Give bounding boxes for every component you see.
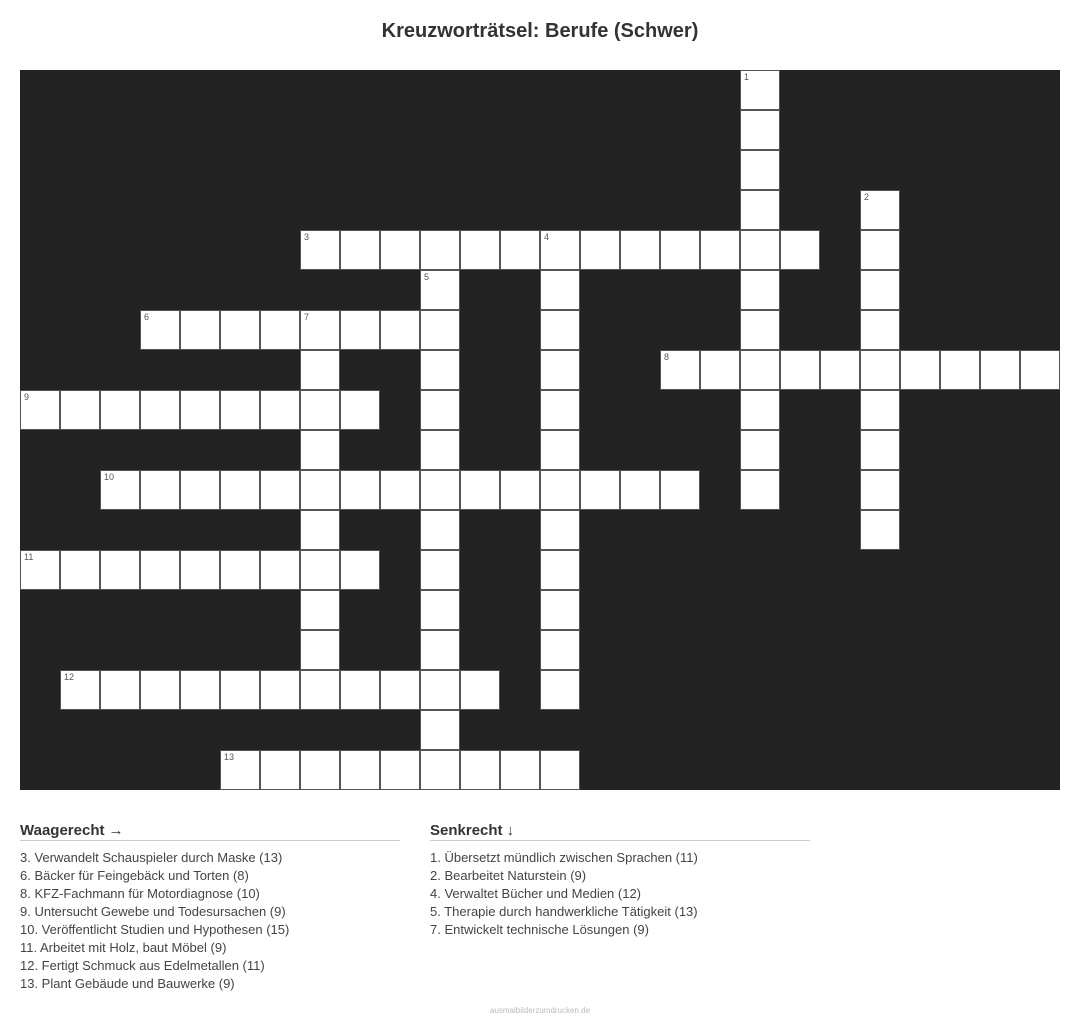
- grid-cell[interactable]: [300, 470, 340, 510]
- down-heading: [430, 822, 810, 841]
- grid-cell[interactable]: [220, 550, 260, 590]
- grid-cell[interactable]: [420, 270, 460, 310]
- clue-number: 2: [864, 192, 870, 202]
- grid-cell[interactable]: [740, 190, 780, 230]
- grid-cell[interactable]: [860, 470, 900, 510]
- grid-cell[interactable]: [420, 430, 460, 470]
- grid-cell[interactable]: [300, 510, 340, 550]
- across-heading-label: Waagerecht: [20, 822, 105, 839]
- down-clues-panel: [430, 822, 810, 939]
- clue-number: 7: [304, 312, 310, 322]
- clue-number: 13: [224, 752, 235, 762]
- grid-cell[interactable]: [420, 470, 460, 510]
- grid-cell[interactable]: [260, 750, 300, 790]
- across-clue: 10. Veröffentlicht Studien und Hypothesen (15): [20, 922, 290, 937]
- grid-cell[interactable]: [180, 470, 220, 510]
- grid-cell[interactable]: [660, 350, 700, 390]
- grid-cell[interactable]: [420, 750, 460, 790]
- across-clue: 11. Arbeitet mit Holz, baut Möbel (9): [20, 940, 227, 955]
- grid-cell[interactable]: [580, 470, 620, 510]
- across-clue: 6. Bäcker für Feingebäck und Torten (8): [20, 868, 249, 883]
- grid-cell[interactable]: [860, 310, 900, 350]
- grid-cell[interactable]: [220, 670, 260, 710]
- grid-cell[interactable]: [460, 470, 500, 510]
- grid-cell[interactable]: [420, 230, 460, 270]
- grid-cell[interactable]: [380, 470, 420, 510]
- grid-cell[interactable]: [60, 390, 100, 430]
- grid-cell[interactable]: [500, 470, 540, 510]
- grid-cell[interactable]: [300, 230, 340, 270]
- grid-cell[interactable]: [860, 270, 900, 310]
- grid-cell[interactable]: [60, 670, 100, 710]
- grid-cell[interactable]: [300, 630, 340, 670]
- grid-cell[interactable]: [220, 390, 260, 430]
- grid-cell[interactable]: [740, 70, 780, 110]
- across-clue: 12. Fertigt Schmuck aus Edelmetallen (11): [20, 958, 265, 973]
- grid-cell[interactable]: [820, 350, 860, 390]
- grid-cell[interactable]: [540, 230, 580, 270]
- grid-cell[interactable]: [420, 350, 460, 390]
- grid-cell[interactable]: [260, 470, 300, 510]
- grid-cell[interactable]: [900, 350, 940, 390]
- grid-cell[interactable]: [340, 310, 380, 350]
- grid-cell[interactable]: [860, 230, 900, 270]
- grid-cell[interactable]: [740, 430, 780, 470]
- grid-cell[interactable]: [540, 750, 580, 790]
- grid-cell[interactable]: [580, 230, 620, 270]
- grid-cell[interactable]: [180, 670, 220, 710]
- grid-cell[interactable]: [100, 550, 140, 590]
- grid-cell[interactable]: [860, 390, 900, 430]
- grid-cell[interactable]: [20, 550, 60, 590]
- grid-cell[interactable]: [260, 310, 300, 350]
- grid-cell[interactable]: [340, 670, 380, 710]
- across-clue: 13. Plant Gebäude und Bauwerke (9): [20, 976, 235, 991]
- grid-cell[interactable]: [860, 350, 900, 390]
- clue-number: 11: [24, 552, 34, 562]
- grid-cell[interactable]: [140, 470, 180, 510]
- grid-cell[interactable]: [140, 670, 180, 710]
- grid-cell[interactable]: [620, 230, 660, 270]
- grid-cell[interactable]: [140, 550, 180, 590]
- clue-number: 6: [144, 312, 150, 322]
- grid-cell[interactable]: [420, 710, 460, 750]
- clue-number: 1: [744, 72, 750, 82]
- grid-cell[interactable]: [700, 350, 740, 390]
- grid-cell[interactable]: [460, 230, 500, 270]
- puzzle-title: Kreuzworträtsel: Berufe (Schwer): [381, 20, 699, 42]
- grid-cell[interactable]: [100, 670, 140, 710]
- across-clue: 9. Untersucht Gewebe und Todesursachen (9): [20, 904, 286, 919]
- grid-cell[interactable]: [180, 310, 220, 350]
- grid-cell[interactable]: [300, 670, 340, 710]
- clue-number: 8: [664, 352, 670, 362]
- grid-cell[interactable]: [540, 670, 580, 710]
- grid-cell[interactable]: [260, 670, 300, 710]
- grid-cell[interactable]: [340, 750, 380, 790]
- grid-cell[interactable]: [540, 270, 580, 310]
- across-clue: 8. KFZ-Fachmann für Motordiagnose (10): [20, 886, 260, 901]
- grid-cell[interactable]: [180, 390, 220, 430]
- grid-cell[interactable]: [340, 550, 380, 590]
- grid-cell[interactable]: [220, 470, 260, 510]
- grid-cell[interactable]: [380, 670, 420, 710]
- down-clue: 7. Entwickelt technische Lösungen (9): [430, 922, 649, 937]
- grid-cell[interactable]: [300, 310, 340, 350]
- grid-cell[interactable]: [100, 470, 140, 510]
- grid-cell[interactable]: [780, 230, 820, 270]
- grid-cell[interactable]: [300, 430, 340, 470]
- crossword-grid: [20, 70, 1060, 790]
- grid-cell[interactable]: [340, 230, 380, 270]
- grid-cell[interactable]: [740, 110, 780, 150]
- down-clue: 4. Verwaltet Bücher und Medien (12): [430, 886, 642, 901]
- across-clue: 3. Verwandelt Schauspieler durch Maske (13): [20, 850, 283, 865]
- grid-cell[interactable]: [540, 510, 580, 550]
- across-heading: [20, 822, 400, 841]
- grid-cell[interactable]: [460, 670, 500, 710]
- grid-cell[interactable]: [180, 550, 220, 590]
- down-arrow-icon: ↓: [506, 822, 515, 839]
- grid-cell[interactable]: [340, 390, 380, 430]
- grid-cell[interactable]: [260, 550, 300, 590]
- grid-cell[interactable]: [300, 390, 340, 430]
- grid-cell[interactable]: [860, 430, 900, 470]
- down-clue: 2. Bearbeitet Naturstein (9): [430, 868, 587, 883]
- grid-cell[interactable]: [860, 190, 900, 230]
- grid-cell[interactable]: [420, 510, 460, 550]
- clue-number: 5: [424, 272, 430, 282]
- grid-cell[interactable]: [420, 590, 460, 630]
- grid-cell[interactable]: [780, 350, 820, 390]
- grid-cell[interactable]: [420, 630, 460, 670]
- grid-cell[interactable]: [740, 470, 780, 510]
- grid-cell[interactable]: [420, 670, 460, 710]
- down-clue: 5. Therapie durch handwerkliche Tätigkeit (13): [430, 904, 698, 919]
- grid-cell[interactable]: [540, 350, 580, 390]
- grid-cell[interactable]: [700, 230, 740, 270]
- grid-cell[interactable]: [500, 750, 540, 790]
- grid-cell[interactable]: [60, 550, 100, 590]
- across-clues-panel: [20, 822, 400, 993]
- clue-number: 12: [64, 672, 75, 682]
- clue-number: 10: [104, 472, 115, 482]
- grid-cell[interactable]: [540, 310, 580, 350]
- grid-cell[interactable]: [940, 350, 980, 390]
- grid-cell[interactable]: [380, 230, 420, 270]
- grid-cell[interactable]: [860, 510, 900, 550]
- grid-cell[interactable]: [660, 470, 700, 510]
- grid-cell[interactable]: [300, 750, 340, 790]
- grid-cell[interactable]: [660, 230, 700, 270]
- grid-cell[interactable]: [420, 310, 460, 350]
- grid-cell[interactable]: [380, 750, 420, 790]
- grid-cell[interactable]: [300, 590, 340, 630]
- grid-cell[interactable]: [540, 390, 580, 430]
- grid-cell[interactable]: [420, 390, 460, 430]
- clue-number: 3: [304, 232, 310, 242]
- down-clue: 1. Übersetzt mündlich zwischen Sprachen (11): [430, 850, 698, 865]
- grid-cell[interactable]: [740, 230, 780, 270]
- grid-cell[interactable]: [300, 550, 340, 590]
- clue-number: 4: [544, 232, 550, 242]
- grid-cell[interactable]: [500, 230, 540, 270]
- grid-cell[interactable]: [420, 550, 460, 590]
- grid-cell[interactable]: [980, 350, 1020, 390]
- grid-cell[interactable]: [740, 150, 780, 190]
- grid-cell[interactable]: [340, 470, 380, 510]
- grid-cell[interactable]: [380, 310, 420, 350]
- footer-credit: ausmalbilderzumdrucken.de: [489, 1006, 591, 1015]
- grid-cell[interactable]: [20, 390, 60, 430]
- grid-cell[interactable]: [740, 390, 780, 430]
- grid-cell[interactable]: [1020, 350, 1060, 390]
- grid-cell[interactable]: [620, 470, 660, 510]
- grid-cell[interactable]: [740, 310, 780, 350]
- grid-cell[interactable]: [300, 350, 340, 390]
- grid-cell[interactable]: [140, 390, 180, 430]
- grid-cell[interactable]: [540, 470, 580, 510]
- right-arrow-icon: →: [108, 822, 124, 839]
- grid-cell[interactable]: [540, 630, 580, 670]
- grid-cell[interactable]: [460, 750, 500, 790]
- grid-cell[interactable]: [540, 590, 580, 630]
- grid-cell[interactable]: [740, 350, 780, 390]
- grid-cell[interactable]: [540, 550, 580, 590]
- grid-cell[interactable]: [100, 390, 140, 430]
- grid-cell[interactable]: [140, 310, 180, 350]
- clue-number: 9: [24, 392, 30, 402]
- grid-cell[interactable]: [540, 430, 580, 470]
- grid-cell[interactable]: [220, 750, 260, 790]
- grid-cell[interactable]: [260, 390, 300, 430]
- grid-cell[interactable]: [220, 310, 260, 350]
- grid-cell[interactable]: [740, 270, 780, 310]
- down-heading-label: Senkrecht: [430, 822, 503, 839]
